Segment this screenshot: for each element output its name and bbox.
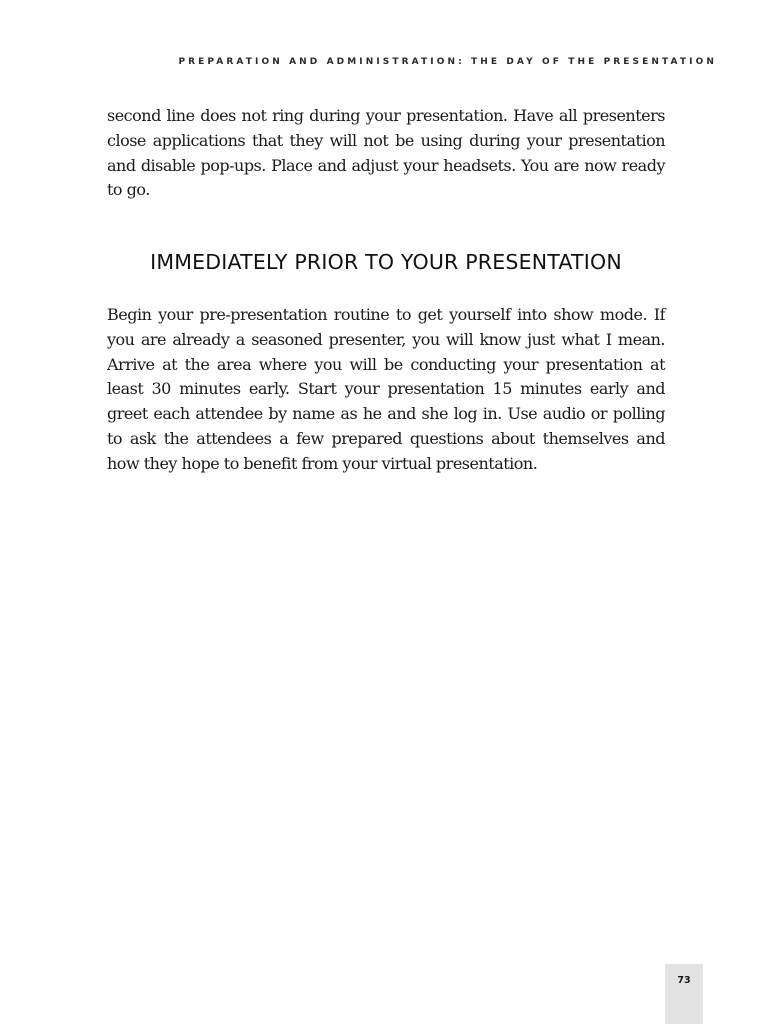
page-number-tab xyxy=(665,964,703,1024)
body-paragraph-1: second line does not ring during your presentation. Have all presenters close applications that they will not be using during your presentation and disable pop-ups. Place and adjust your headsets. You are now ready to go. xyxy=(107,106,665,200)
body-paragraph-2: Begin your pre-presentation routine to get yourself into show mode. If you are already a seasoned presenter, you will know just what I mean. Arrive at the area where you will be conducting your presentation at least 30 minutes early. Start your presentation 15 minutes early and greet each attendee by name as he and she log in. Use audio or polling to ask the attendees a few prepared questions about themselves and how they hope to benefit from your virtual presentation. xyxy=(107,305,665,473)
running-head: PREPARATION AND ADMINISTRATION: THE DAY OF THE PRESENTATION xyxy=(178,57,717,67)
page-number: 73 xyxy=(677,975,691,986)
section-heading: IMMEDIATELY PRIOR TO YOUR PRESENTATION xyxy=(150,250,622,274)
